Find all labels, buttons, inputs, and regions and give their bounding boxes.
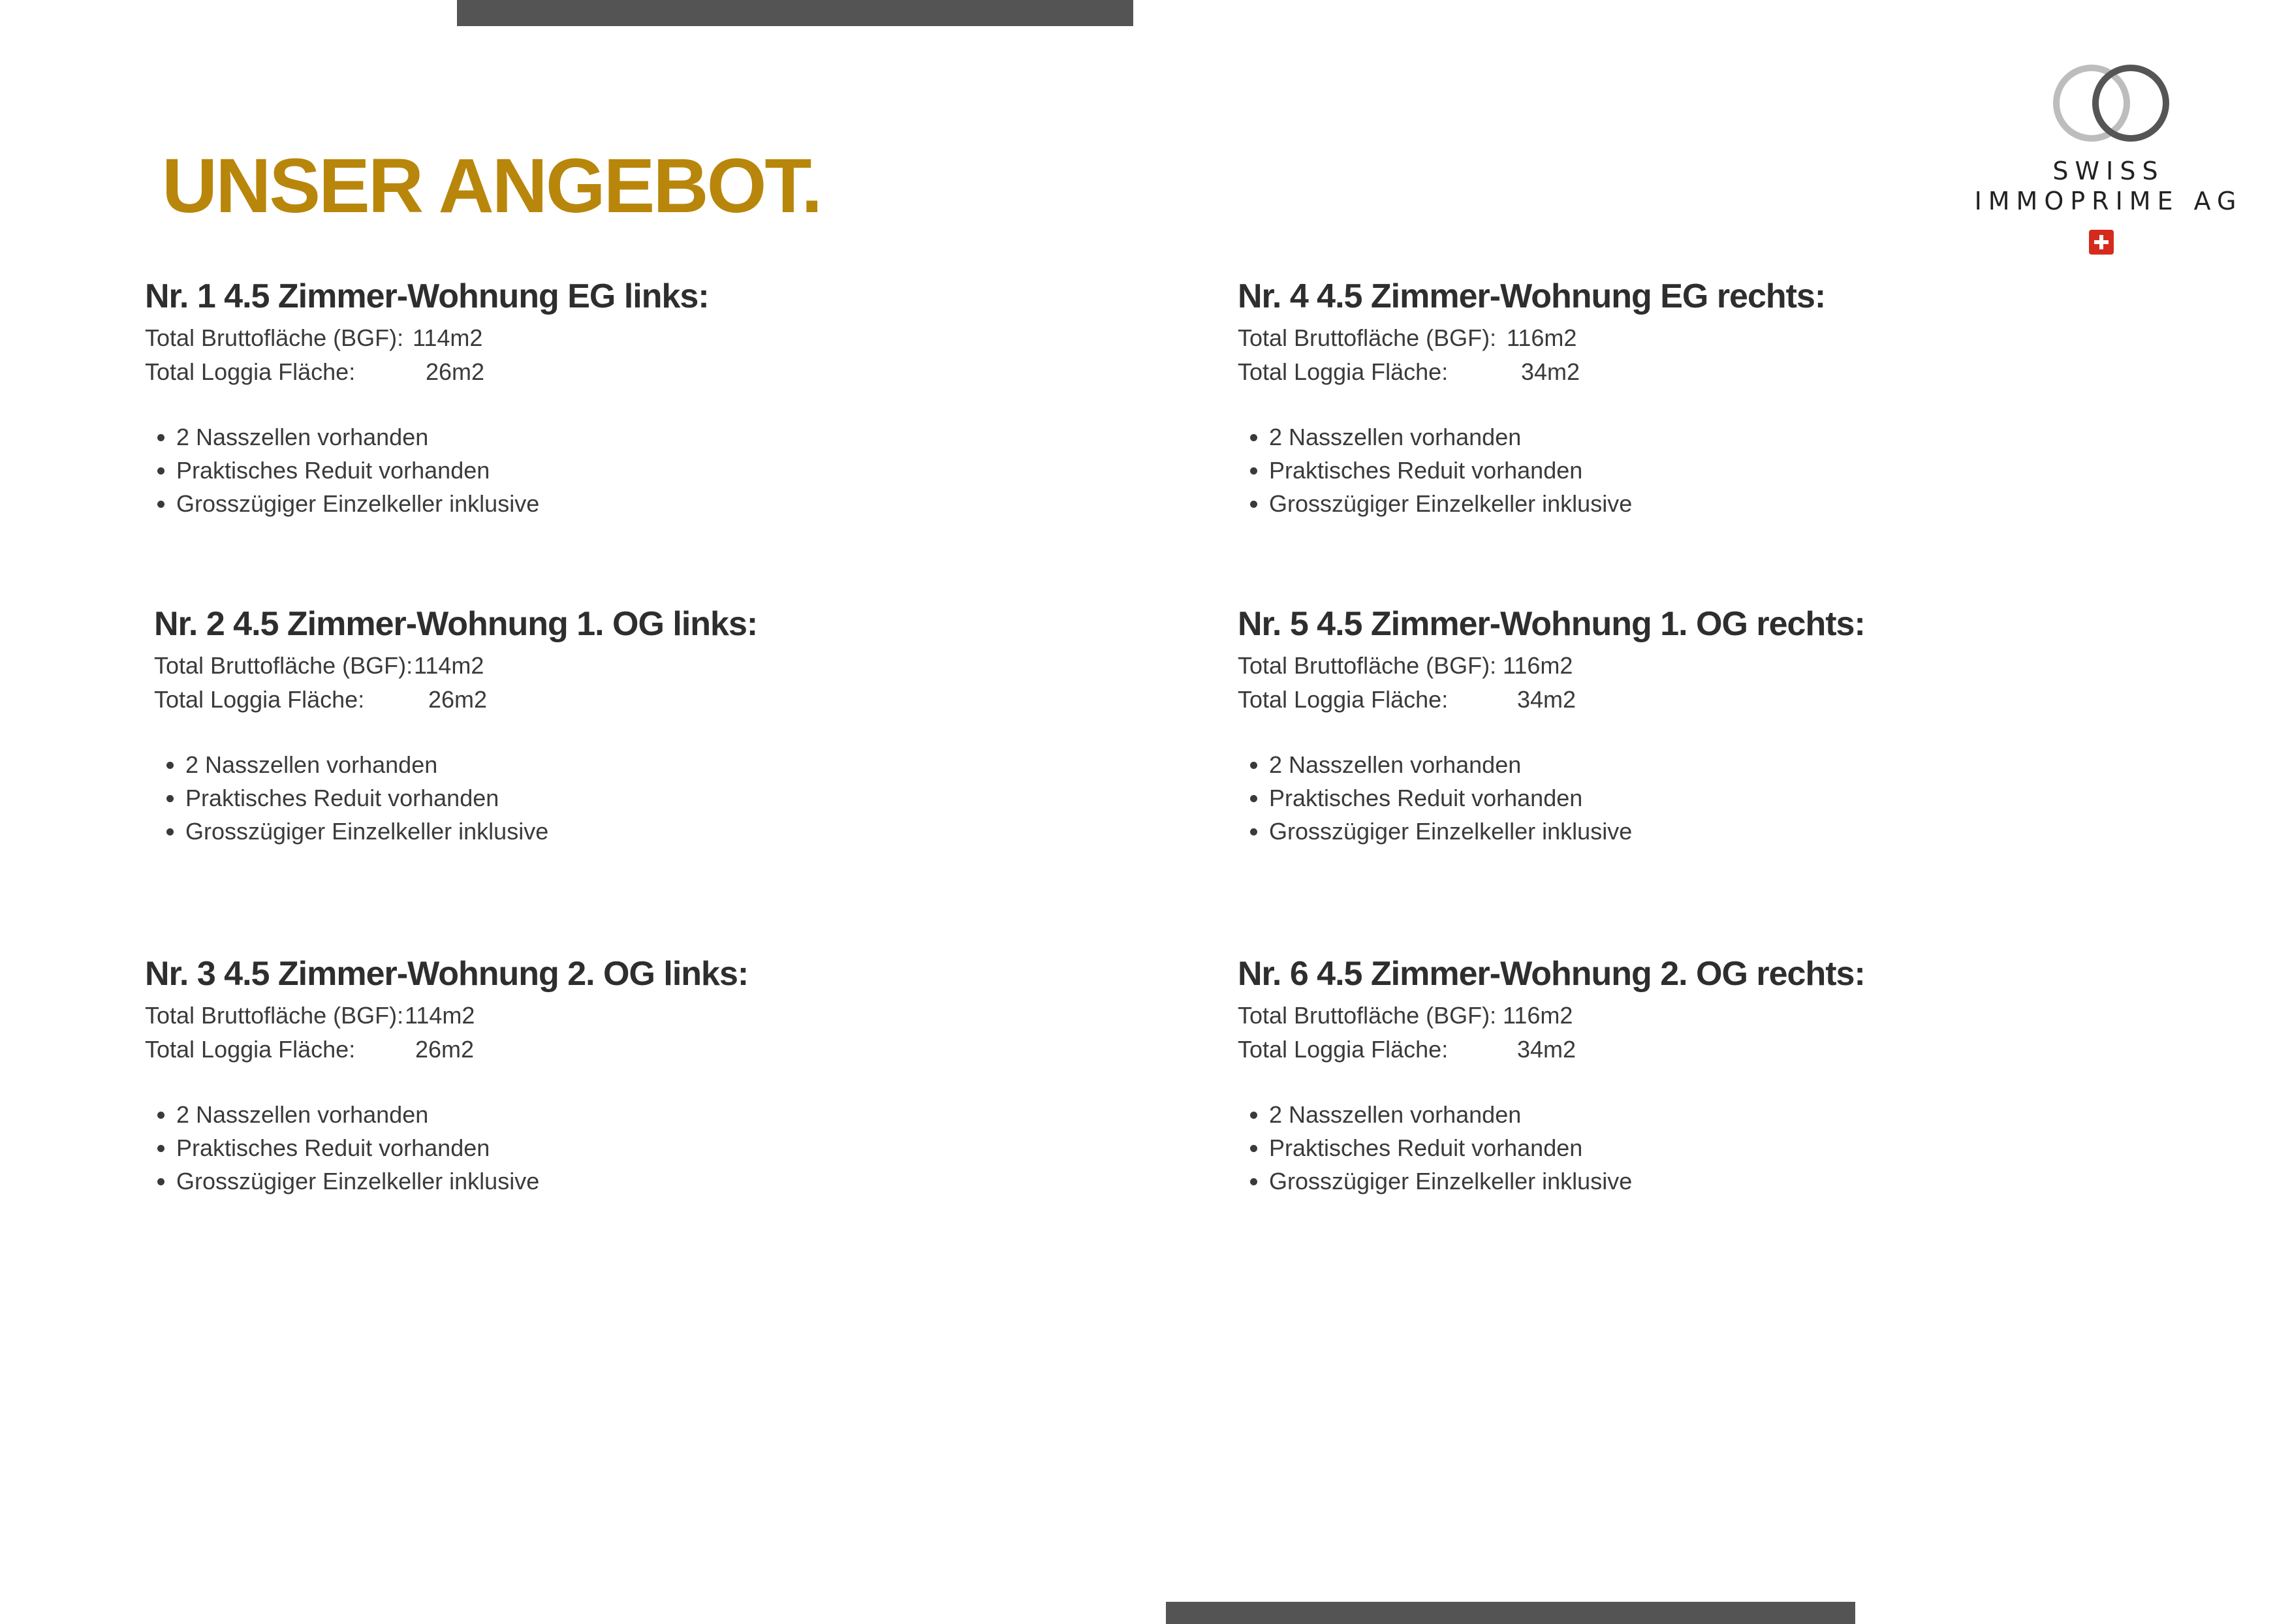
list-item: • Praktisches Reduit vorhanden <box>176 454 1059 487</box>
feature-list <box>145 1098 1059 1198</box>
loggia-label: Total Loggia Fläche: <box>1238 1036 1449 1063</box>
list-item: • Grosszügiger Einzelkeller inklusive <box>176 1164 1059 1198</box>
list-item: • Praktisches Reduit vorhanden <box>1269 454 2152 487</box>
apartment-heading: Nr. 6 4.5 Zimmer-Wohnung 2. OG rechts: <box>1238 955 1865 993</box>
logo-text-line1: SWISS <box>2052 157 2165 185</box>
loggia-value: 34m2 <box>1521 358 1580 385</box>
feature-list <box>1238 748 2152 848</box>
feature-list <box>154 748 1068 848</box>
loggia-label: Total Loggia Fläche: <box>1238 686 1449 713</box>
apartment-heading: Nr. 3 4.5 Zimmer-Wohnung 2. OG links: <box>145 955 749 993</box>
bottom-decor-bar <box>1166 1602 1855 1624</box>
list-item: • 2 Nasszellen vorhanden <box>1269 420 2152 454</box>
loggia-value: 26m2 <box>415 1036 475 1063</box>
list-item: • Praktisches Reduit vorhanden <box>176 1131 1059 1164</box>
list-item: • Praktisches Reduit vorhanden <box>1269 1131 2152 1164</box>
swiss-flag-icon <box>2089 230 2114 255</box>
bgf-label: Total Bruttofläche (BGF): <box>1238 652 1497 679</box>
apartment-card-6 <box>1238 957 2152 1198</box>
loggia-value: 34m2 <box>1517 686 1576 713</box>
bgf-value: 114m2 <box>414 652 484 679</box>
bgf-label: Total Bruttofläche (BGF): <box>145 1002 404 1029</box>
list-item: • 2 Nasszellen vorhanden <box>176 1098 1059 1131</box>
loggia-label: Total Loggia Fläche: <box>154 686 365 713</box>
bgf-value: 114m2 <box>413 324 483 351</box>
list-item: • Grosszügiger Einzelkeller inklusive <box>185 815 1068 848</box>
list-item: • Praktisches Reduit vorhanden <box>1269 781 2152 815</box>
loggia-value: 34m2 <box>1517 1036 1576 1063</box>
loggia-label: Total Loggia Fläche: <box>1238 358 1449 385</box>
apartment-card-1 <box>145 279 1059 520</box>
feature-list <box>1238 420 2152 520</box>
bgf-value: 114m2 <box>405 1002 475 1029</box>
apartment-card-5 <box>1238 607 2152 848</box>
feature-list <box>145 420 1059 520</box>
feature-list <box>1238 1098 2152 1198</box>
list-item: • 2 Nasszellen vorhanden <box>176 420 1059 454</box>
loggia-label: Total Loggia Fläche: <box>145 1036 356 1063</box>
list-item: • 2 Nasszellen vorhanden <box>185 748 1068 781</box>
loggia-value: 26m2 <box>428 686 488 713</box>
apartment-heading: Nr. 1 4.5 Zimmer-Wohnung EG links: <box>145 277 709 315</box>
page-title: UNSER ANGEBOT. <box>162 143 821 229</box>
bgf-value: 116m2 <box>1507 324 1577 351</box>
bgf-label: Total Bruttofläche (BGF): <box>1238 324 1497 351</box>
apartment-heading: Nr. 4 4.5 Zimmer-Wohnung EG rechts: <box>1238 277 1826 315</box>
list-item: • 2 Nasszellen vorhanden <box>1269 1098 2152 1131</box>
apartment-card-4 <box>1238 279 2152 520</box>
bgf-label: Total Bruttofläche (BGF): <box>1238 1002 1497 1029</box>
list-item: • 2 Nasszellen vorhanden <box>1269 748 2152 781</box>
list-item: • Grosszügiger Einzelkeller inklusive <box>1269 1164 2152 1198</box>
list-item: • Grosszügiger Einzelkeller inklusive <box>1269 815 2152 848</box>
top-decor-bar <box>457 0 1133 26</box>
two-interlocking-rings-icon <box>2046 57 2176 149</box>
logo-text-line2: IMMOPRIME AG <box>1974 187 2243 215</box>
bgf-value: 116m2 <box>1503 652 1573 679</box>
bgf-label: Total Bruttofläche (BGF): <box>154 652 413 679</box>
company-logo <box>1958 52 2272 261</box>
bgf-label: Total Bruttofläche (BGF): <box>145 324 404 351</box>
list-item: • Grosszügiger Einzelkeller inklusive <box>176 487 1059 520</box>
apartment-heading: Nr. 5 4.5 Zimmer-Wohnung 1. OG rechts: <box>1238 605 1865 643</box>
apartment-card-2 <box>154 607 1068 848</box>
apartment-card-3 <box>145 957 1059 1198</box>
list-item: • Praktisches Reduit vorhanden <box>185 781 1068 815</box>
bgf-value: 116m2 <box>1503 1002 1573 1029</box>
loggia-label: Total Loggia Fläche: <box>145 358 356 385</box>
apartment-heading: Nr. 2 4.5 Zimmer-Wohnung 1. OG links: <box>154 605 758 643</box>
loggia-value: 26m2 <box>426 358 485 385</box>
list-item: • Grosszügiger Einzelkeller inklusive <box>1269 487 2152 520</box>
